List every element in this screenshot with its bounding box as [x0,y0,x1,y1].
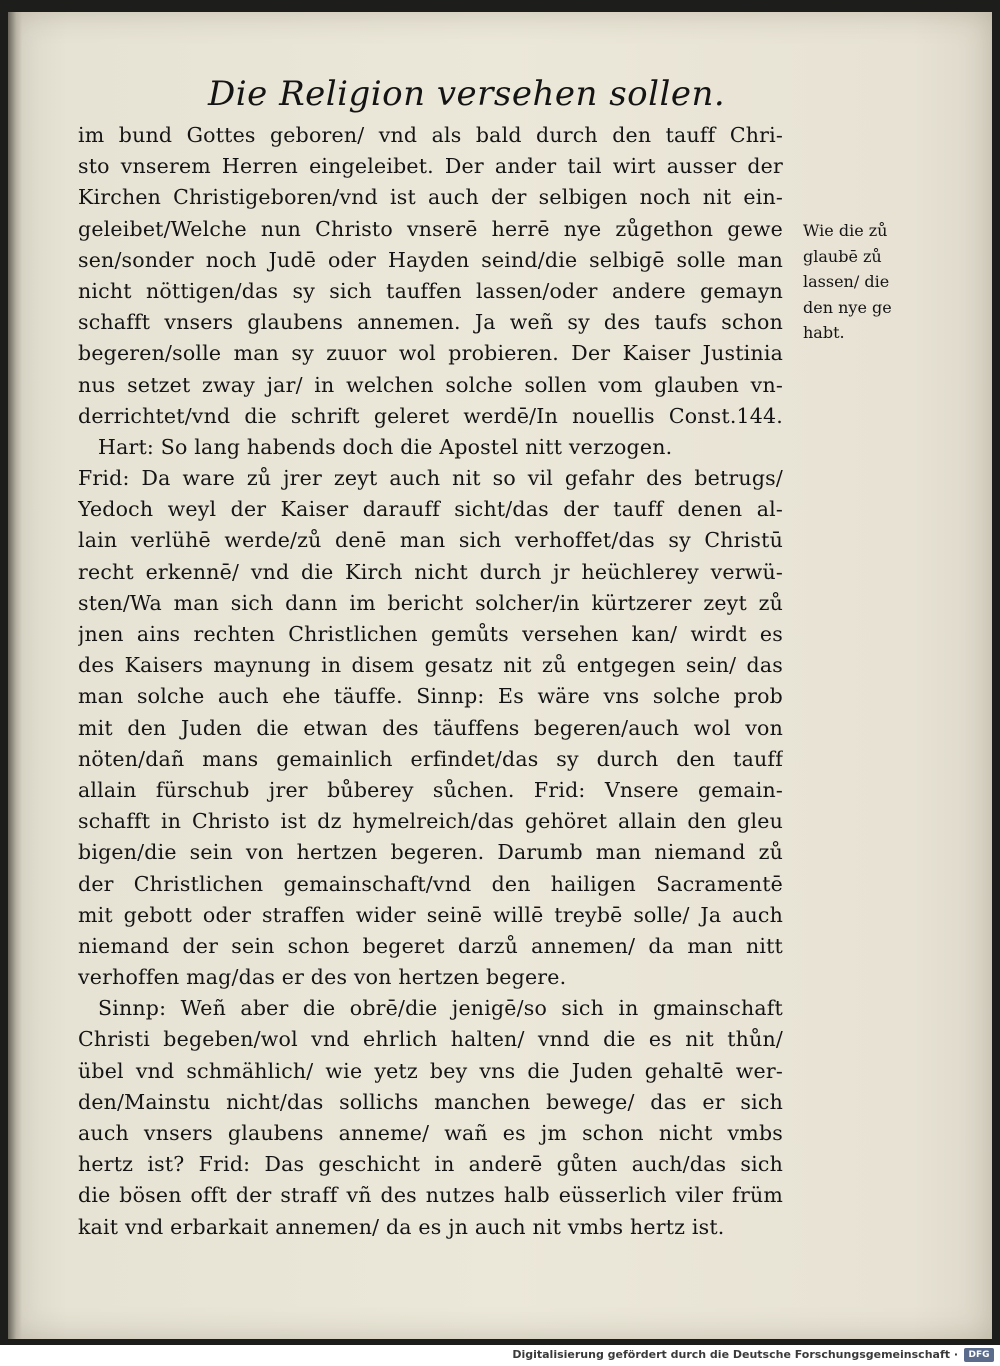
text-line: nus setzet zway jar/ in welchen solche sollen vom glauben vn- [78,372,783,397]
marginal-note-line: glaubē zů [803,246,882,266]
digitization-credit: Digitalisierung gefördert durch die Deutsche Forschungsgemeinschaft · [512,1348,958,1361]
marginal-note-line: den nye ge [803,297,892,317]
text-line: den/Mainstu nicht/das sollichs manchen bewege/ das er sich [78,1089,783,1114]
text-line: hertz ist? Frid: Das geschicht in anderē gůten auch/das sich [78,1152,783,1177]
text-line: kait vnd erbarkait annemen/ da es jn auch nit vmbs hertz ist. [78,1214,725,1239]
dfg-logo: DFG [964,1348,994,1362]
text-line: sten/Wa man sich dann im bericht solcher/in kürtzerer zeyt zů [78,590,783,615]
text-line: Hart: So lang habends doch die Apostel nitt verzogen. [98,434,673,459]
text-line: begeren/solle man sy zuuor wol probieren. Der Kaiser Justinia [78,341,783,366]
text-line: lain verlühē werde/zů denē man sich verhoffet/das sy Christū [78,528,783,553]
marginal-note [803,218,915,346]
text-line: allain fürschub jrer bůberey sůchen. Frid: Vnsere gemain- [78,777,783,802]
text-line: schafft vnsers glaubens annemen. Ja weñ sy des taufs schon [78,310,783,335]
text-line: bigen/die sein von hertzen begeren. Darumb man niemand zů [78,840,783,865]
text-line: niemand der sein schon begeret darzů annemen/ da man nitt [78,933,783,958]
text-line: nicht nöttigen/das sy sich tauffen lassen/oder andere gemayn [78,278,783,303]
text-line: sto vnserem Herren eingeleibet. Der ander tail wirt ausser der [78,154,783,179]
running-head: Die Religion versehen sollen. [208,74,726,114]
text-line: man solche auch ehe täuffe. Sinnp: Es wäre vns solche prob [78,684,783,709]
text-line: Frid: Da ware zů jrer zeyt auch nit so vil gefahr des betrugs/ [78,466,783,491]
text-line: verhoffen mag/das er des von hertzen begere. [78,965,567,990]
text-line: Yedoch weyl der Kaiser darauff sicht/das der tauff denen al- [78,497,783,522]
text-line: Sinnp: Weñ aber die obrē/die jenigē/so sich in gmainschaft [98,996,783,1021]
text-line: die bösen offt der straff vñ des nutzes halb eüsserlich viler früm [78,1183,783,1208]
text-line: im bund Gottes geboren/ vnd als bald durch den tauff Chri- [78,123,783,147]
text-line: jnen ains rechten Christlichen gemůts versehen kan/ wirdt es [78,622,783,646]
footer-bar [0,1345,1000,1366]
text-line: nöten/dañ mans gemainlich erfindet/das sy durch den tauff [78,746,783,771]
marginal-note-line: Wie die zů [803,221,888,240]
text-line: sen/sonder noch Judē oder Hayden seind/die selbigē solle man [78,247,783,272]
text-line: auch vnsers glaubens anneme/ wañ es jm schon nicht vmbs [78,1121,783,1145]
text-line: mit gebott oder straffen wider seinē willē treybē solle/ Ja auch [78,902,783,927]
text-line: derrichtet/vnd die schrift geleret werdē/In nouellis Const.144. [78,403,783,428]
text-line: übel vnd schmählich/ wie yetz bey vns die Juden gehaltē wer- [78,1058,783,1083]
marginal-note-line: lassen/ die [803,272,890,291]
text-line: schafft in Christo ist dz hymelreich/das gehöret allain den gleu [78,809,783,834]
book-page [8,12,992,1339]
marginal-note-line: habt. [803,323,845,342]
text-line: der Christlichen gemainschaft/vnd den hailigen Sacramentē [78,871,783,896]
text-line: Christi begeben/wol vnd ehrlich halten/ vnnd die es nit thůn/ [78,1027,783,1052]
text-line: des Kaisers maynung in disem gesatz nit zů entgegen sein/ das [78,653,783,678]
body-text [78,120,783,1243]
text-line: Kirchen Christigeboren/vnd ist auch der selbigen noch nit ein- [78,185,783,210]
text-line: recht erkennē/ vnd die Kirch nicht durch jr heüchlerey verwü- [78,559,783,584]
text-line: geleibet/Welche nun Christo vnserē herrē nye zůgethon gewe [78,216,783,241]
text-line: mit den Juden die etwan des täuffens begeren/auch wol von [78,715,783,740]
